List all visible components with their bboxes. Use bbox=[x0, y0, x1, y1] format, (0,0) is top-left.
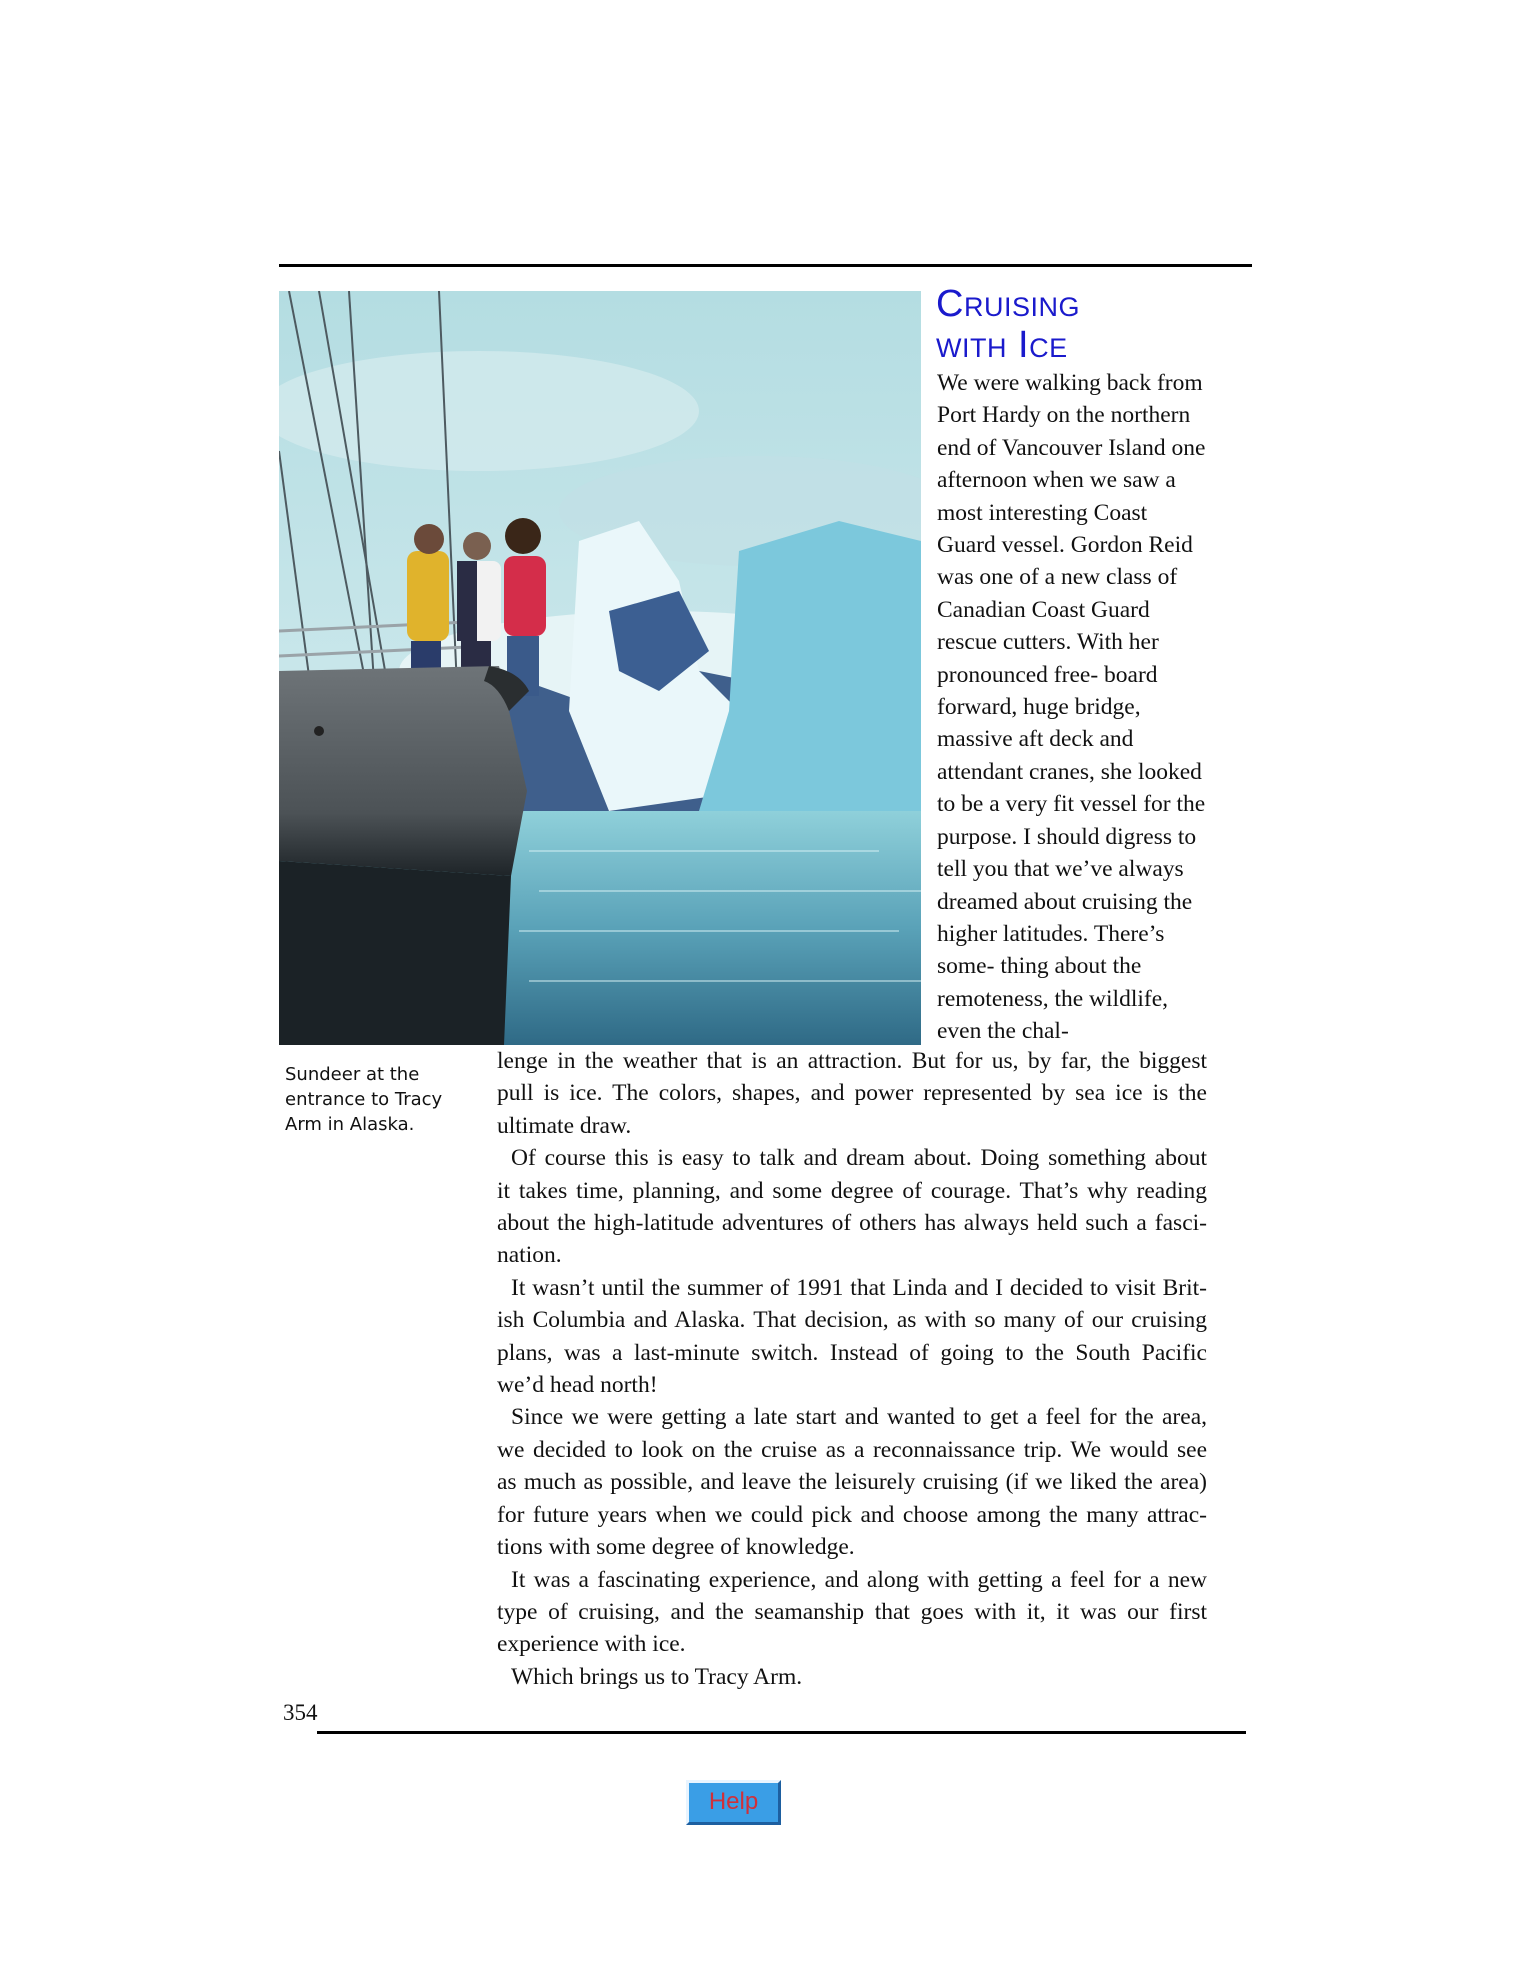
text-line: and attendant cranes, she bbox=[937, 726, 1134, 785]
top-rule bbox=[279, 264, 1252, 267]
caption-line: entrance to Tracy bbox=[285, 1089, 443, 1110]
text-line: we’d head north! bbox=[497, 1372, 658, 1399]
text-line: that we’ve always dreamed bbox=[937, 856, 1184, 915]
text-line: Of course this is easy to talk and dream about. Doing something about bbox=[511, 1145, 1207, 1172]
text-line: we saw a most interesting bbox=[937, 467, 1176, 526]
article-photo bbox=[279, 291, 921, 1045]
text-line: Since we were getting a late start and wanted to get a feel for the area, bbox=[511, 1404, 1207, 1431]
title-line-1: Cruising bbox=[936, 283, 1080, 325]
text-line: it takes time, planning, and some degree of courage. That’s why reading bbox=[497, 1177, 1207, 1204]
text-line: latitudes. There’s some- bbox=[937, 920, 1165, 980]
text-line: we decided to look on the cruise as a reconnaissance trip. We would see bbox=[497, 1436, 1207, 1463]
text-line: for future years when we could pick and choose among the many attrac- bbox=[497, 1501, 1207, 1528]
photo-caption bbox=[285, 1062, 475, 1137]
article-title bbox=[936, 284, 1080, 366]
text-line: tions with some degree of knowledge. bbox=[497, 1534, 855, 1561]
text-line: Coast Guard rescue cutters. bbox=[937, 596, 1150, 656]
text-line: We were walking back bbox=[937, 370, 1152, 396]
text-line: Coast Guard vessel. bbox=[937, 499, 1148, 559]
text-line: Island one afternoon when bbox=[937, 434, 1206, 494]
text-line: Which brings us to Tracy Arm. bbox=[511, 1663, 803, 1690]
title-line-2: with Ice bbox=[936, 324, 1068, 366]
text-line: experience with ice. bbox=[497, 1631, 686, 1658]
text-line: about cruising the higher bbox=[937, 888, 1193, 947]
text-line: ultimate draw. bbox=[497, 1112, 632, 1139]
bottom-rule bbox=[317, 1731, 1246, 1734]
text-line: as much as possible, and leave the leisurely cruising (if we liked the area) bbox=[497, 1469, 1207, 1496]
text-line: lenge in the weather that is an attraction. But for us, by far, the biggest bbox=[497, 1048, 1207, 1074]
text-line: With her pronounced free- bbox=[937, 629, 1159, 688]
text-line: the wildlife, even the chal- bbox=[937, 985, 1169, 1045]
text-line: board forward, huge bbox=[937, 661, 1158, 721]
wide-column-text bbox=[497, 1045, 1207, 1693]
text-line: type of cruising, and the seamanship that goes with it, it was our first bbox=[497, 1598, 1207, 1625]
text-line: I should digress to tell you bbox=[937, 823, 1197, 883]
text-line: for the purpose. bbox=[937, 791, 1206, 850]
right-column-text bbox=[937, 367, 1207, 1048]
text-line: plans, was a last-minute switch. Instead of going to the South Pacific bbox=[497, 1339, 1207, 1366]
text-line: bridge, massive aft deck bbox=[937, 694, 1141, 753]
page-number: 354 bbox=[283, 1700, 318, 1725]
text-line: new class of Canadian bbox=[937, 564, 1178, 623]
text-line: looked to be a very fit vessel bbox=[937, 758, 1202, 818]
text-line: from Port Hardy on the bbox=[937, 370, 1203, 429]
text-line: thing about the remoteness, bbox=[937, 953, 1142, 1012]
help-button[interactable]: Help bbox=[686, 1780, 781, 1825]
text-line: about the high-latitude adventures of others has always held such a fasci- bbox=[497, 1210, 1207, 1237]
text-line: pull is ice. The colors, shapes, and power represented by sea ice is the bbox=[497, 1080, 1207, 1107]
text-line: northern end of Vancouver bbox=[937, 402, 1191, 461]
text-line: It wasn’t until the summer of 1991 that Linda and I decided to visit Brit- bbox=[511, 1274, 1207, 1301]
text-line: It was a fascinating experience, and along with getting a feel for a new bbox=[511, 1566, 1207, 1593]
caption-line: Sundeer at the bbox=[285, 1064, 420, 1085]
caption-line: Arm in Alaska. bbox=[285, 1114, 415, 1135]
photo-illustration bbox=[279, 291, 921, 1045]
text-line: Gordon Reid was one of a bbox=[937, 532, 1193, 591]
text-line: ish Columbia and Alaska. That decision, as with so many of our cruising bbox=[497, 1307, 1207, 1334]
text-line: nation. bbox=[497, 1242, 562, 1269]
